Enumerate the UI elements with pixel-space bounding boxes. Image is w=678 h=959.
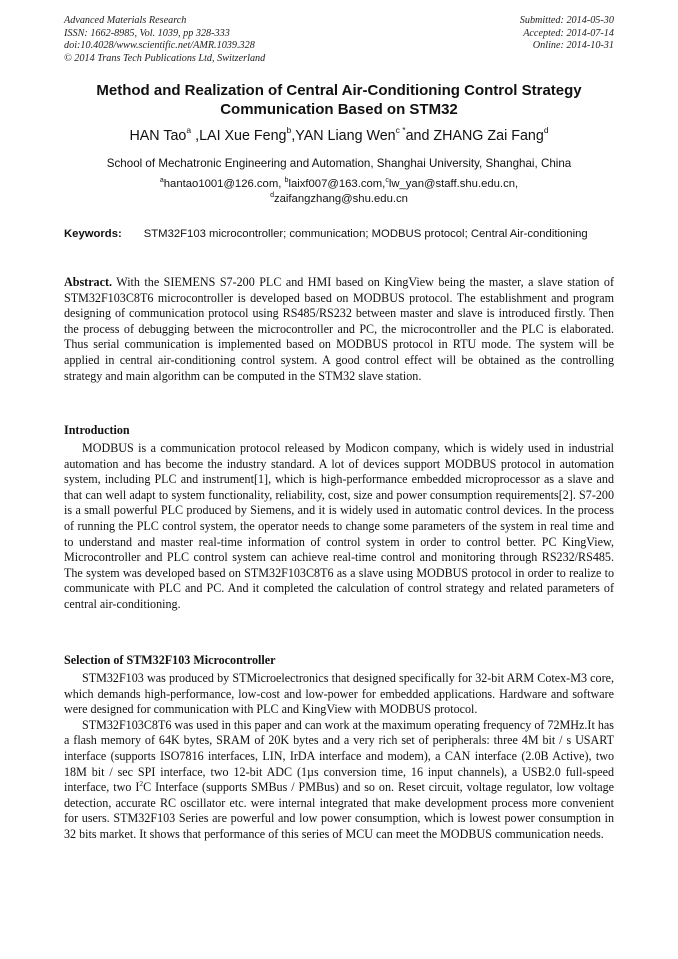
author-name: ZHANG Zai Fang <box>433 128 544 144</box>
email-sup: c <box>385 177 389 185</box>
abstract <box>64 275 614 384</box>
keywords-text: STM32F103 microcontroller; communication; MODBUS protocol; Central Air-conditioning <box>143 228 588 240</box>
paragraph-text: C Interface (supports SMBus / PMBus) and so on. Reset circuit, voltage regulator, low voltage detection, accurate RC oscillator etc. were internal integrated that make development process more convenient for users. STM32F103 Series are powerful and low power consumption, which is lowest power consumption in 32 bits market. It shows that performance of this series of MCU can meet the MODBUS communication needs. <box>64 780 614 841</box>
title-line-2: Communication Based on STM32 <box>220 101 458 118</box>
selection-paragraph-1: STM32F103 was produced by STMicroelectronics that designed specifically for 32-bit ARM Cotex-M3 core, which demands high-performance, low-cost and low-power for embedded applications. Hardware and software were designed for communication with PLC and KingView with MODBUS protocol. <box>64 671 614 717</box>
online-date: Online: 2014-10-31 <box>532 40 614 52</box>
email-sup: b <box>284 177 289 185</box>
accepted-date: Accepted: 2014-07-14 <box>523 27 614 39</box>
email-sup: a <box>159 177 164 185</box>
email-sup: d <box>270 192 274 200</box>
author-emails <box>64 177 614 207</box>
author-list <box>64 127 614 145</box>
abstract-label: Abstract. <box>64 275 113 289</box>
author-sup: a <box>186 125 192 136</box>
selection-paragraph-2 <box>64 718 614 843</box>
affiliation: School of Mechatronic Engineering and Automation, Shanghai University, Shanghai, China <box>106 157 572 170</box>
author-name: LAI Xue Feng <box>199 128 287 144</box>
keywords <box>64 227 614 242</box>
email-c[interactable]: lw_yan@staff.shu.edu.cn, <box>388 178 519 190</box>
journal-info <box>64 15 265 65</box>
copyright: © 2014 Trans Tech Publications Ltd, Switzerland <box>64 52 266 64</box>
email-a[interactable]: hantao1001@126.com, <box>163 178 285 190</box>
introduction-paragraph: MODBUS is a communication protocol released by Modicon company, which is widely used in industrial automation and has become the industry standard. A lot of devices support MODBUS protocol in automation system, including PLC and instrument[1], which is high-performance embedded microprocessor as a slave and that can well adapt to system functionality, reliability, cost, size and power consumption requirements[2]. S7-200 is a small powerful PLC produced by Siemens, and it is widely used in automatic control devices. In the process of running the PLC control system, the operator needs to change some parameters of the system in real time and to understand and master real-time information of control system in order to control better. PC KingView, Microcontroller and PLC control system can achieve real-time control and monitoring through RS232/RS485. The system was developed based on STM32F103C8T6 as a slave using MODBUS protocol in order to realize to communicate with PLC and PC. And it completed the calculation of control strategy and related parameters of central air-conditioning. <box>64 441 614 611</box>
doi: doi:10.4028/www.scientific.net/AMR.1039.328 <box>64 40 255 52</box>
publication-dates <box>520 15 614 53</box>
author-separator: and <box>405 128 434 144</box>
email-d[interactable]: zaifangzhang@shu.edu.cn <box>273 193 408 205</box>
author-separator: , <box>191 128 200 144</box>
paragraph-text: STM32F103C8T6 was used in this paper and can work at the maximum operating frequency of 72MHz.It has a flash memory of 64K bytes, SRAM of 20K bytes and a very rich set of peripherals: three 4M bit / s USART interface (supports ISO7816 interfaces, LIN, IrDA interface and modem), a CAN interface (2.0B Active), two 18M bit / sec SPI interface, two 12-bit ADC (1µs conversion time, 16 input channels), a USB2.0 full-speed interface, two I <box>64 717 614 795</box>
journal-name: Advanced Materials Research <box>64 15 187 26</box>
section-introduction <box>64 441 614 613</box>
author-name: YAN Liang Wen <box>295 128 396 144</box>
author-separator: , <box>291 128 296 144</box>
keywords-label: Keywords: <box>64 228 122 240</box>
title-line-1: Method and Realization of Central Air-Conditioning Control Strategy <box>96 82 582 99</box>
section-selection <box>64 671 614 843</box>
author-sup: d <box>543 125 549 136</box>
author-sup: b <box>286 125 292 136</box>
section-heading-selection: Selection of STM32F103 Microcontroller <box>64 653 276 667</box>
email-b[interactable]: laixf007@163.com, <box>288 178 386 190</box>
author-name: HAN Tao <box>129 128 187 144</box>
superscript: 2 <box>139 779 144 789</box>
author-sup: c * <box>395 125 406 136</box>
section-heading-introduction: Introduction <box>64 423 130 437</box>
issn: ISSN: 1662-8985, Vol. 1039, pp 328-333 <box>64 27 230 39</box>
submitted-date: Submitted: 2014-05-30 <box>519 15 614 26</box>
paper-title <box>64 81 614 119</box>
abstract-text: With the SIEMENS S7-200 PLC and HMI based on KingView being the master, a slave station of STM32F103C8T6 microcontroller is developed based on MODBUS protocol. The establishment and program designing of communication protocol using RS485/RS232 between master and slave is introduced firstly. Then the process of debugging between the microcontroller and PC, the microcontroller and the PLC is elaborated. Thus serial communication is implemented based on MODBUS protocol in RTU mode. The system will be applied in central air-conditioning control system. A good control effect will be obtained as the controlling strategy and main algorithm can be computed in the STM32 slave station. <box>64 275 614 383</box>
